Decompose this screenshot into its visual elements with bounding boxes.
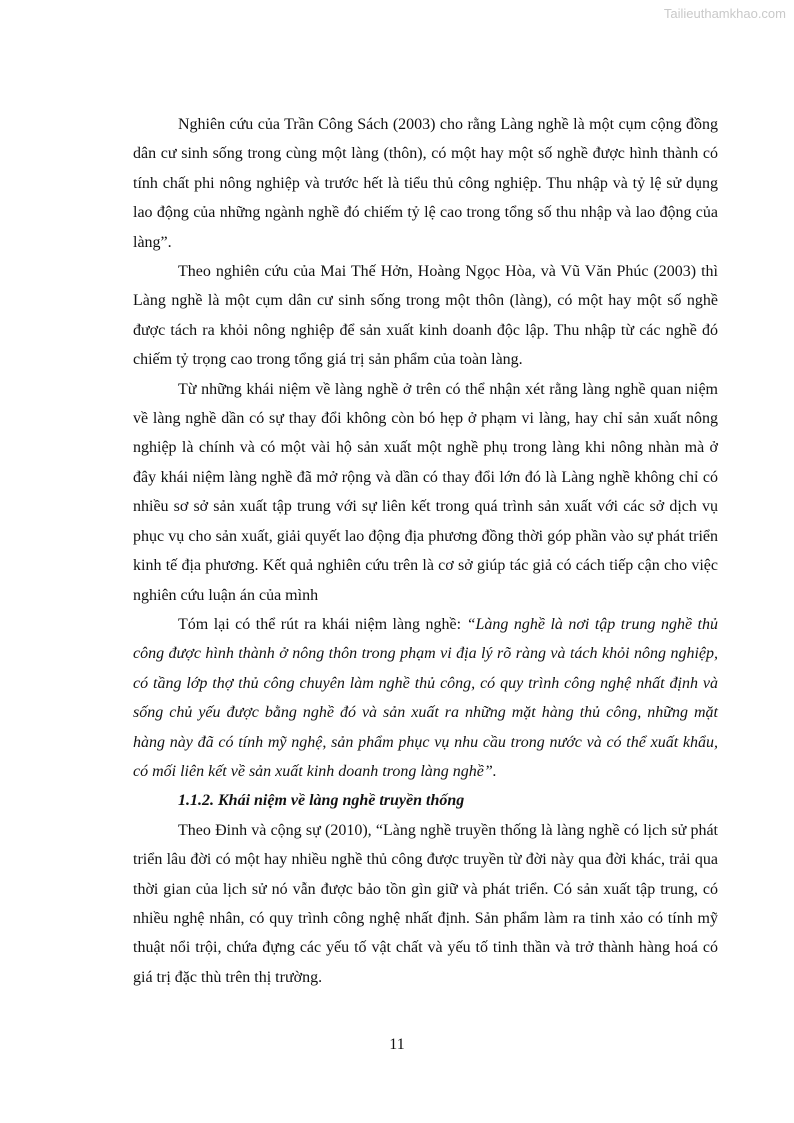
summary-definition-quote: “Làng nghề là nơi tập trung nghề thủ công được hình thành ở nông thôn trong phạm vi địa lý rõ ràng và tách khỏi nông nghiệp, có tầng lớp thợ thủ công chuyên làm nghề thủ công, có quy trình công nghệ nhất định và sống chủ yếu được bằng nghề đó và sản xuất ra những mặt hàng thủ công, những mặt hàng này đã có tính mỹ nghệ, sản phẩm phục vụ nhu cầu trong nước và có thể xuất khẩu, có mối liên kết về sản xuất kinh doanh trong làng nghề”. [133,615,718,780]
summary-lead: Tóm lại có thể rút ra khái niệm làng nghề: [178,615,467,633]
page-number: 11 [389,1036,405,1053]
section-heading: 1.1.2. Khái niệm về làng nghề truyền thống [178,792,465,810]
paragraph-mai-the-hon: Theo nghiên cứu của Mai Thế Hởn, Hoàng Ngọc Hòa, và Vũ Văn Phúc (2003) thì Làng nghề là một cụm dân cư sinh sống trong một thôn (làng), có một hay một số nghề được tách ra khỏi nông nghiệp để sản xuất kinh doanh độc lập. Thu nhập từ các nghề đó chiếm tỷ trọng cao trong tổng giá trị sản phẩm của toàn làng. [133,263,718,369]
body-text [133,110,718,992]
paragraph-tran-cong-sach: Nghiên cứu của Trần Công Sách (2003) cho rằng Làng nghề là một cụm cộng đồng dân cư sinh sống trong cùng một làng (thôn), có một hay một số nghề được hình thành có tính chất phi nông nghiệp và trước hết là tiểu thủ công nghiệp. Thu nhập và tỷ lệ sử dụng lao động của những ngành nghề đó chiếm tỷ lệ cao trong tổng số thu nhập và lao động của làng”. [133,116,718,251]
watermark: Tailieuthamkhao.com [663,6,786,21]
paragraph-traditional-village: Theo Đinh và cộng sự (2010), “Làng nghề truyền thống là làng nghề có lịch sử phát triển lâu đời có một hay nhiều nghề thủ công được truyền từ đời này qua đời khác, trải qua thời gian của lịch sử nó vẫn được bảo tồn gìn giữ và phát triển. Có sản xuất tập trung, có nhiều nghệ nhân, có quy trình công nghệ nhất định. Sản phẩm làm ra tinh xảo có tính mỹ thuật nổi trội, chứa đựng các yếu tố vật chất và yếu tố tinh thần và trở thành hàng hoá có giá trị đặc thù trên thị trường. [133,821,718,986]
paragraph-observation: Từ những khái niệm về làng nghề ở trên có thể nhận xét rằng làng nghề quan niệm về làng nghề dần có sự thay đổi không còn bó hẹp ở phạm vi làng, hay chỉ sản xuất nông nghiệp là chính và có một vài hộ sản xuất một nghề phụ trong làng khi nông nhàn mà ở đây khái niệm làng nghề đã mở rộng và dần có thay đổi lớn đó là Làng nghề không chỉ có nhiều sơ sở sản xuất tập trung với sự liên kết trong quá trình sản xuất với các sở dịch vụ phục vụ cho sản xuất, giải quyết lao động địa phương đồng thời góp phần vào sự phát triển kinh tế địa phương. Kết quả nghiên cứu trên là cơ sở giúp tác giả có cách tiếp cận cho việc nghiên cứu luận án của mình [133,380,718,604]
paragraph-summary [133,610,718,786]
